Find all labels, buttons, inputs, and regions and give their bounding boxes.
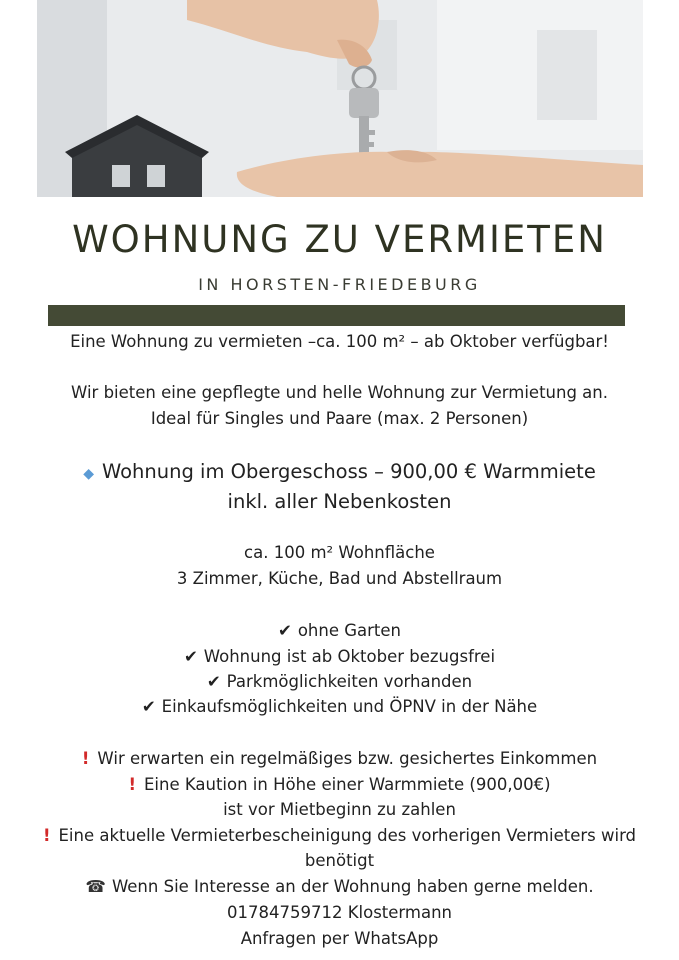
requirement-1: ! Wir erwarten ein regelmäßiges bzw. gesichertes Einkommen: [81, 749, 598, 768]
header-photo-keys-handover: [37, 0, 643, 197]
detail-rooms: 3 Zimmer, Küche, Bad und Abstellraum: [176, 569, 503, 588]
contact-whatsapp: Anfragen per WhatsApp: [240, 929, 439, 948]
feature-item: ✔ Wohnung ist ab Oktober bezugsfrei: [183, 647, 496, 666]
exclamation-icon: !: [42, 826, 51, 845]
diamond-icon: ◆: [83, 466, 94, 482]
contact-phone: 01784759712 Klostermann: [226, 903, 453, 922]
contact-line-1: ☎ Wenn Sie Interesse an der Wohnung haben gerne melden.: [85, 877, 594, 896]
check-icon: ✔: [141, 697, 156, 716]
highlight-line-2: inkl. aller Nebenkosten: [227, 490, 452, 513]
detail-area: ca. 100 m² Wohnfläche: [244, 543, 435, 562]
highlight-text: Wohnung im Obergeschoss – 900,00 € Warmmiete: [101, 460, 596, 483]
exclamation-icon: !: [81, 749, 90, 768]
feature-item: ✔ ohne Garten: [278, 621, 401, 640]
phone-icon: ☎: [85, 877, 106, 896]
offer-line-1: Wir bieten eine gepflegte und helle Wohnung zur Vermietung an.: [71, 383, 608, 402]
offer-line-2: Ideal für Singles und Paare (max. 2 Personen): [150, 409, 529, 428]
exclamation-icon: !: [128, 775, 136, 794]
page-subtitle: IN HORSTEN-FRIEDEBURG: [198, 275, 481, 294]
check-icon: ✔: [206, 672, 221, 691]
requirement-2-cont: ist vor Mietbeginn zu zahlen: [223, 800, 456, 819]
requirement-3: ! Eine aktuelle Vermieterbescheinigung des vorherigen Vermieters wird: [42, 826, 637, 845]
keys-handover-illustration: [37, 0, 643, 197]
check-icon: ✔: [278, 621, 292, 640]
check-icon: ✔: [183, 647, 198, 666]
requirement-2: ! Eine Kaution in Höhe einer Warmmiete (900,00€): [128, 775, 551, 794]
intro-text: Eine Wohnung zu vermieten –ca. 100 m² – ab Oktober verfügbar!: [70, 332, 609, 351]
divider-band: [48, 305, 625, 326]
feature-item: ✔ Einkaufsmöglichkeiten und ÖPNV in der Nähe: [141, 697, 538, 716]
page-title: WOHNUNG ZU VERMIETEN: [72, 218, 607, 261]
highlight-line-1: [0, 460, 679, 483]
feature-item: ✔ Parkmöglichkeiten vorhanden: [206, 672, 473, 691]
requirement-3-cont: benötigt: [304, 851, 375, 870]
